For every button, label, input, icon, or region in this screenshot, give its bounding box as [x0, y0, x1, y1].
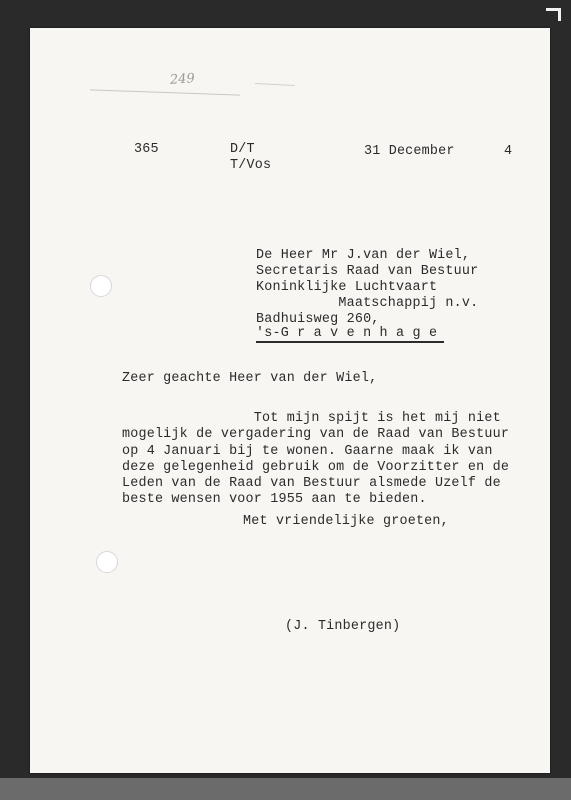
reference-line-1: D/T: [230, 142, 255, 157]
recipient-line-4: Maatschappij n.v.: [256, 296, 479, 311]
closing: Met vriendelijke groeten,: [243, 514, 449, 529]
recipient-line-1: De Heer Mr J.van der Wiel,: [256, 248, 471, 263]
reference-line-2: T/Vos: [230, 158, 272, 173]
recipient-line-5: Badhuisweg 260,: [256, 312, 380, 327]
body-line-1: Tot mijn spijt is het mij niet: [122, 411, 501, 426]
scan-corner-mark: [546, 8, 561, 21]
body-line-4: deze gelegenheid gebruik om de Voorzitter en de: [122, 460, 510, 475]
city-underline: [256, 341, 444, 343]
recipient-line-2: Secretaris Raad van Bestuur: [256, 264, 479, 279]
punch-hole-bottom: [96, 551, 118, 573]
body-line-3: op 4 Januari bij te wonen. Gaarne maak ik van: [122, 444, 493, 459]
scan-bottom-band: [0, 778, 571, 800]
salutation: Zeer geachte Heer van der Wiel,: [122, 371, 378, 386]
signature-block: (J. Tinbergen): [285, 619, 401, 634]
recipient-line-3: Koninklijke Luchtvaart: [256, 280, 438, 295]
letter-page: [30, 28, 550, 773]
body-line-2: mogelijk de vergadering van de Raad van Bestuur: [122, 427, 510, 442]
letter-date: 31 December: [364, 144, 455, 159]
letter-year: 4: [504, 144, 513, 159]
body-line-5: Leden van de Raad van Bestuur alsmede Uzelf de: [122, 476, 501, 491]
punch-hole-top: [90, 275, 112, 297]
letter-number: 365: [134, 142, 159, 157]
recipient-city: 's-G r a v e n h a g e: [256, 326, 438, 341]
body-line-6: beste wensen voor 1955 aan te bieden.: [122, 492, 427, 507]
pencil-annotation: 249: [169, 71, 196, 88]
